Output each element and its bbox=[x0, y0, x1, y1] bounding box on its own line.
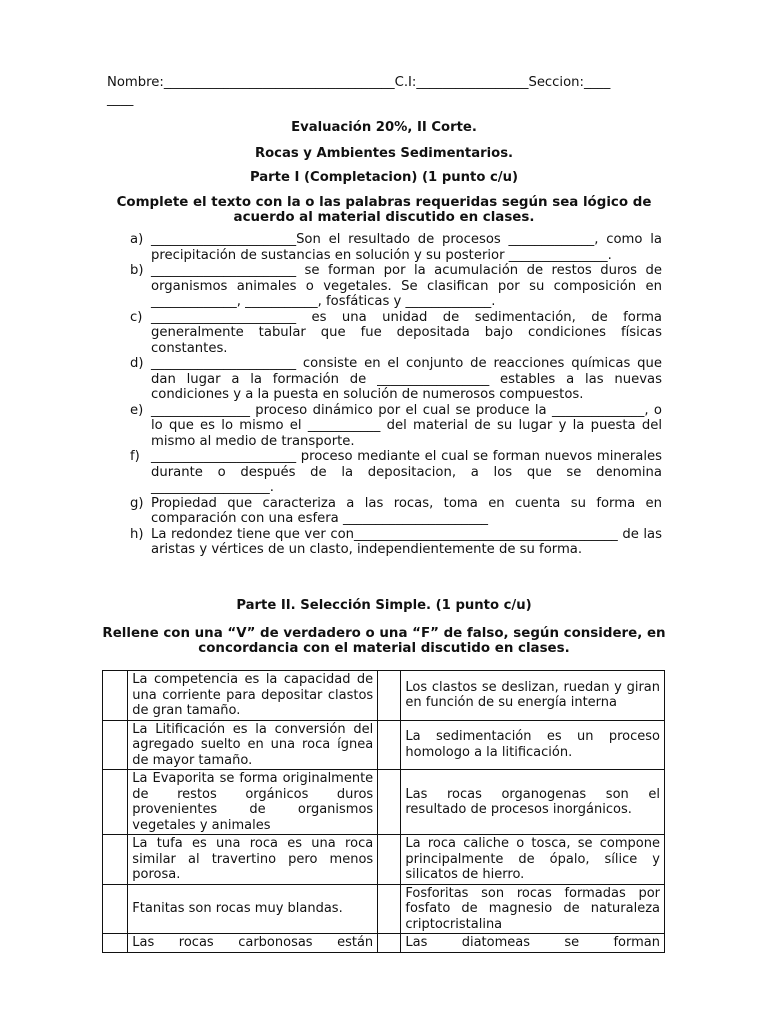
statement-cell: Fosforitas son rocas formadas por fosfato de magnesio de naturaleza criptocristalina bbox=[401, 884, 665, 934]
completion-question-list bbox=[110, 232, 662, 558]
answer-box[interactable] bbox=[103, 884, 128, 934]
statement-cell: Las rocas carbonosas están bbox=[128, 934, 378, 953]
statement-cell: La Litificación es la conversión del agregado suelto en una roca ígnea de mayor tamaño. bbox=[128, 720, 378, 770]
question-text: ______________________ consiste en el conjunto de reacciones químicas que dan lugar a la formación de _________________ estables a las nuevas condiciones y a la puesta en solución de numerosos compuestos. bbox=[151, 356, 662, 402]
answer-box[interactable] bbox=[103, 671, 128, 721]
question-item: g) Propiedad que caracteriza a las rocas, toma en cuenta su forma en comparación con una esfera ______________________ bbox=[130, 495, 662, 526]
true-false-table bbox=[102, 670, 665, 953]
answer-box[interactable] bbox=[378, 884, 401, 934]
question-text: ______________________ se forman por la acumulación de restos duros de organismos animales o vegetales. Se clasifican por su composición en _____________, ___________, fosfáticas y _____________. bbox=[151, 263, 662, 309]
part2-instructions: Rellene con una “V” de verdadero o una “F” de falso, según considere, en concordancia con el material discutido en clases. bbox=[102, 626, 666, 656]
statement-cell: Los clastos se deslizan, ruedan y giran en función de su energía interna bbox=[401, 671, 665, 721]
answer-box[interactable] bbox=[103, 770, 128, 835]
answer-box[interactable] bbox=[378, 835, 401, 885]
answer-box[interactable] bbox=[103, 934, 128, 953]
part2-title: Parte II. Selección Simple. (1 punto c/u) bbox=[236, 598, 532, 613]
statement-cell: La competencia es la capacidad de una corriente para depositar clastos de gran tamaño. bbox=[128, 671, 378, 721]
statement-cell: La tufa es una roca es una roca similar al travertino pero menos porosa. bbox=[128, 835, 378, 885]
question-text: ______________________Son el resultado de procesos _____________, como la precipitación de sustancias en solución y su posterior _______________. bbox=[151, 232, 662, 263]
question-item: c) ______________________ es una unidad de sedimentación, de forma generalmente tabular que fue depositada bajo condiciones físicas constantes. bbox=[130, 309, 662, 356]
statement-cell: Ftanitas son rocas muy blandas. bbox=[128, 884, 378, 934]
answer-box[interactable] bbox=[103, 835, 128, 885]
statement-cell: La roca caliche o tosca, se compone principalmente de ópalo, sílice y silicatos de hierro. bbox=[401, 835, 665, 885]
part1-instructions: Complete el texto con la o las palabras requeridas según sea lógico de acuerdo al material discutido en clases. bbox=[116, 195, 652, 225]
question-item: d) ______________________ consiste en el conjunto de reacciones químicas que dan lugar a la formación de _________________ estables a las nuevas condiciones y a la puesta en solución de numerosos compuestos. bbox=[130, 356, 662, 402]
statement-cell: Las rocas organogenas son el resultado de procesos inorgánicos. bbox=[401, 770, 665, 835]
answer-box[interactable] bbox=[378, 934, 401, 953]
table-row bbox=[103, 671, 665, 721]
statement-cell: Las diatomeas se forman bbox=[401, 934, 665, 953]
statement-cell: La Evaporita se forma originalmente de restos orgánicos duros provenientes de organismos vegetales y animales bbox=[128, 770, 378, 835]
question-item: f) ______________________ proceso mediante el cual se forman nuevos minerales durante o después de la depositacion, a los que se denomina __________________. bbox=[130, 449, 662, 495]
exam-subtitle: Rocas y Ambientes Sedimentarios. bbox=[254, 146, 514, 161]
header-line-1: Nombre:___________________________________C.I:_________________Seccion:____ bbox=[107, 75, 611, 90]
question-text: _______________ proceso dinámico por el cual se produce la ______________, o lo que es lo mismo el ___________ del material de su lugar y la puesta del mismo al medio de transporte. bbox=[151, 402, 662, 449]
answer-box[interactable] bbox=[378, 720, 401, 770]
table-row bbox=[103, 770, 665, 835]
question-item: h) La redondez tiene que ver con________________________________________ de las aristas y vértices de un clasto, independientemente de su forma. bbox=[130, 526, 662, 557]
question-item: e) _______________ proceso dinámico por el cual se produce la ______________, o lo que es lo mismo el ___________ del material de su lugar y la puesta del mismo al medio de transporte. bbox=[130, 402, 662, 449]
table-row bbox=[103, 884, 665, 934]
question-text: ______________________ proceso mediante el cual se forman nuevos minerales durante o después de la depositacion, a los que se denomina __________________. bbox=[151, 449, 662, 495]
table-row bbox=[103, 720, 665, 770]
question-text: ______________________ es una unidad de sedimentación, de forma generalmente tabular que fue depositada bajo condiciones físicas constantes. bbox=[151, 309, 662, 356]
exam-title: Evaluación 20%, II Corte. bbox=[291, 120, 477, 135]
question-text: La redondez tiene que ver con________________________________________ de las aristas y vértices de un clasto, independientemente de su forma. bbox=[151, 526, 662, 557]
statement-cell: La sedimentación es un proceso homologo a la litificación. bbox=[401, 720, 665, 770]
question-item: a) ______________________Son el resultado de procesos _____________, como la precipitación de sustancias en solución y su posterior _______________. bbox=[130, 232, 662, 263]
header-line-2: ____ bbox=[107, 92, 134, 107]
answer-box[interactable] bbox=[378, 671, 401, 721]
question-item: b) ______________________ se forman por la acumulación de restos duros de organismos animales o vegetales. Se clasifican por su composición en _____________, ___________, fosfáticas y _____________. bbox=[130, 263, 662, 309]
answer-box[interactable] bbox=[378, 770, 401, 835]
table-row bbox=[103, 934, 665, 953]
part1-title: Parte I (Completacion) (1 punto c/u) bbox=[249, 170, 519, 185]
answer-box[interactable] bbox=[103, 720, 128, 770]
question-text: Propiedad que caracteriza a las rocas, toma en cuenta su forma en comparación con una esfera ______________________ bbox=[151, 495, 662, 526]
student-info-header bbox=[107, 74, 667, 108]
table-row bbox=[103, 835, 665, 885]
